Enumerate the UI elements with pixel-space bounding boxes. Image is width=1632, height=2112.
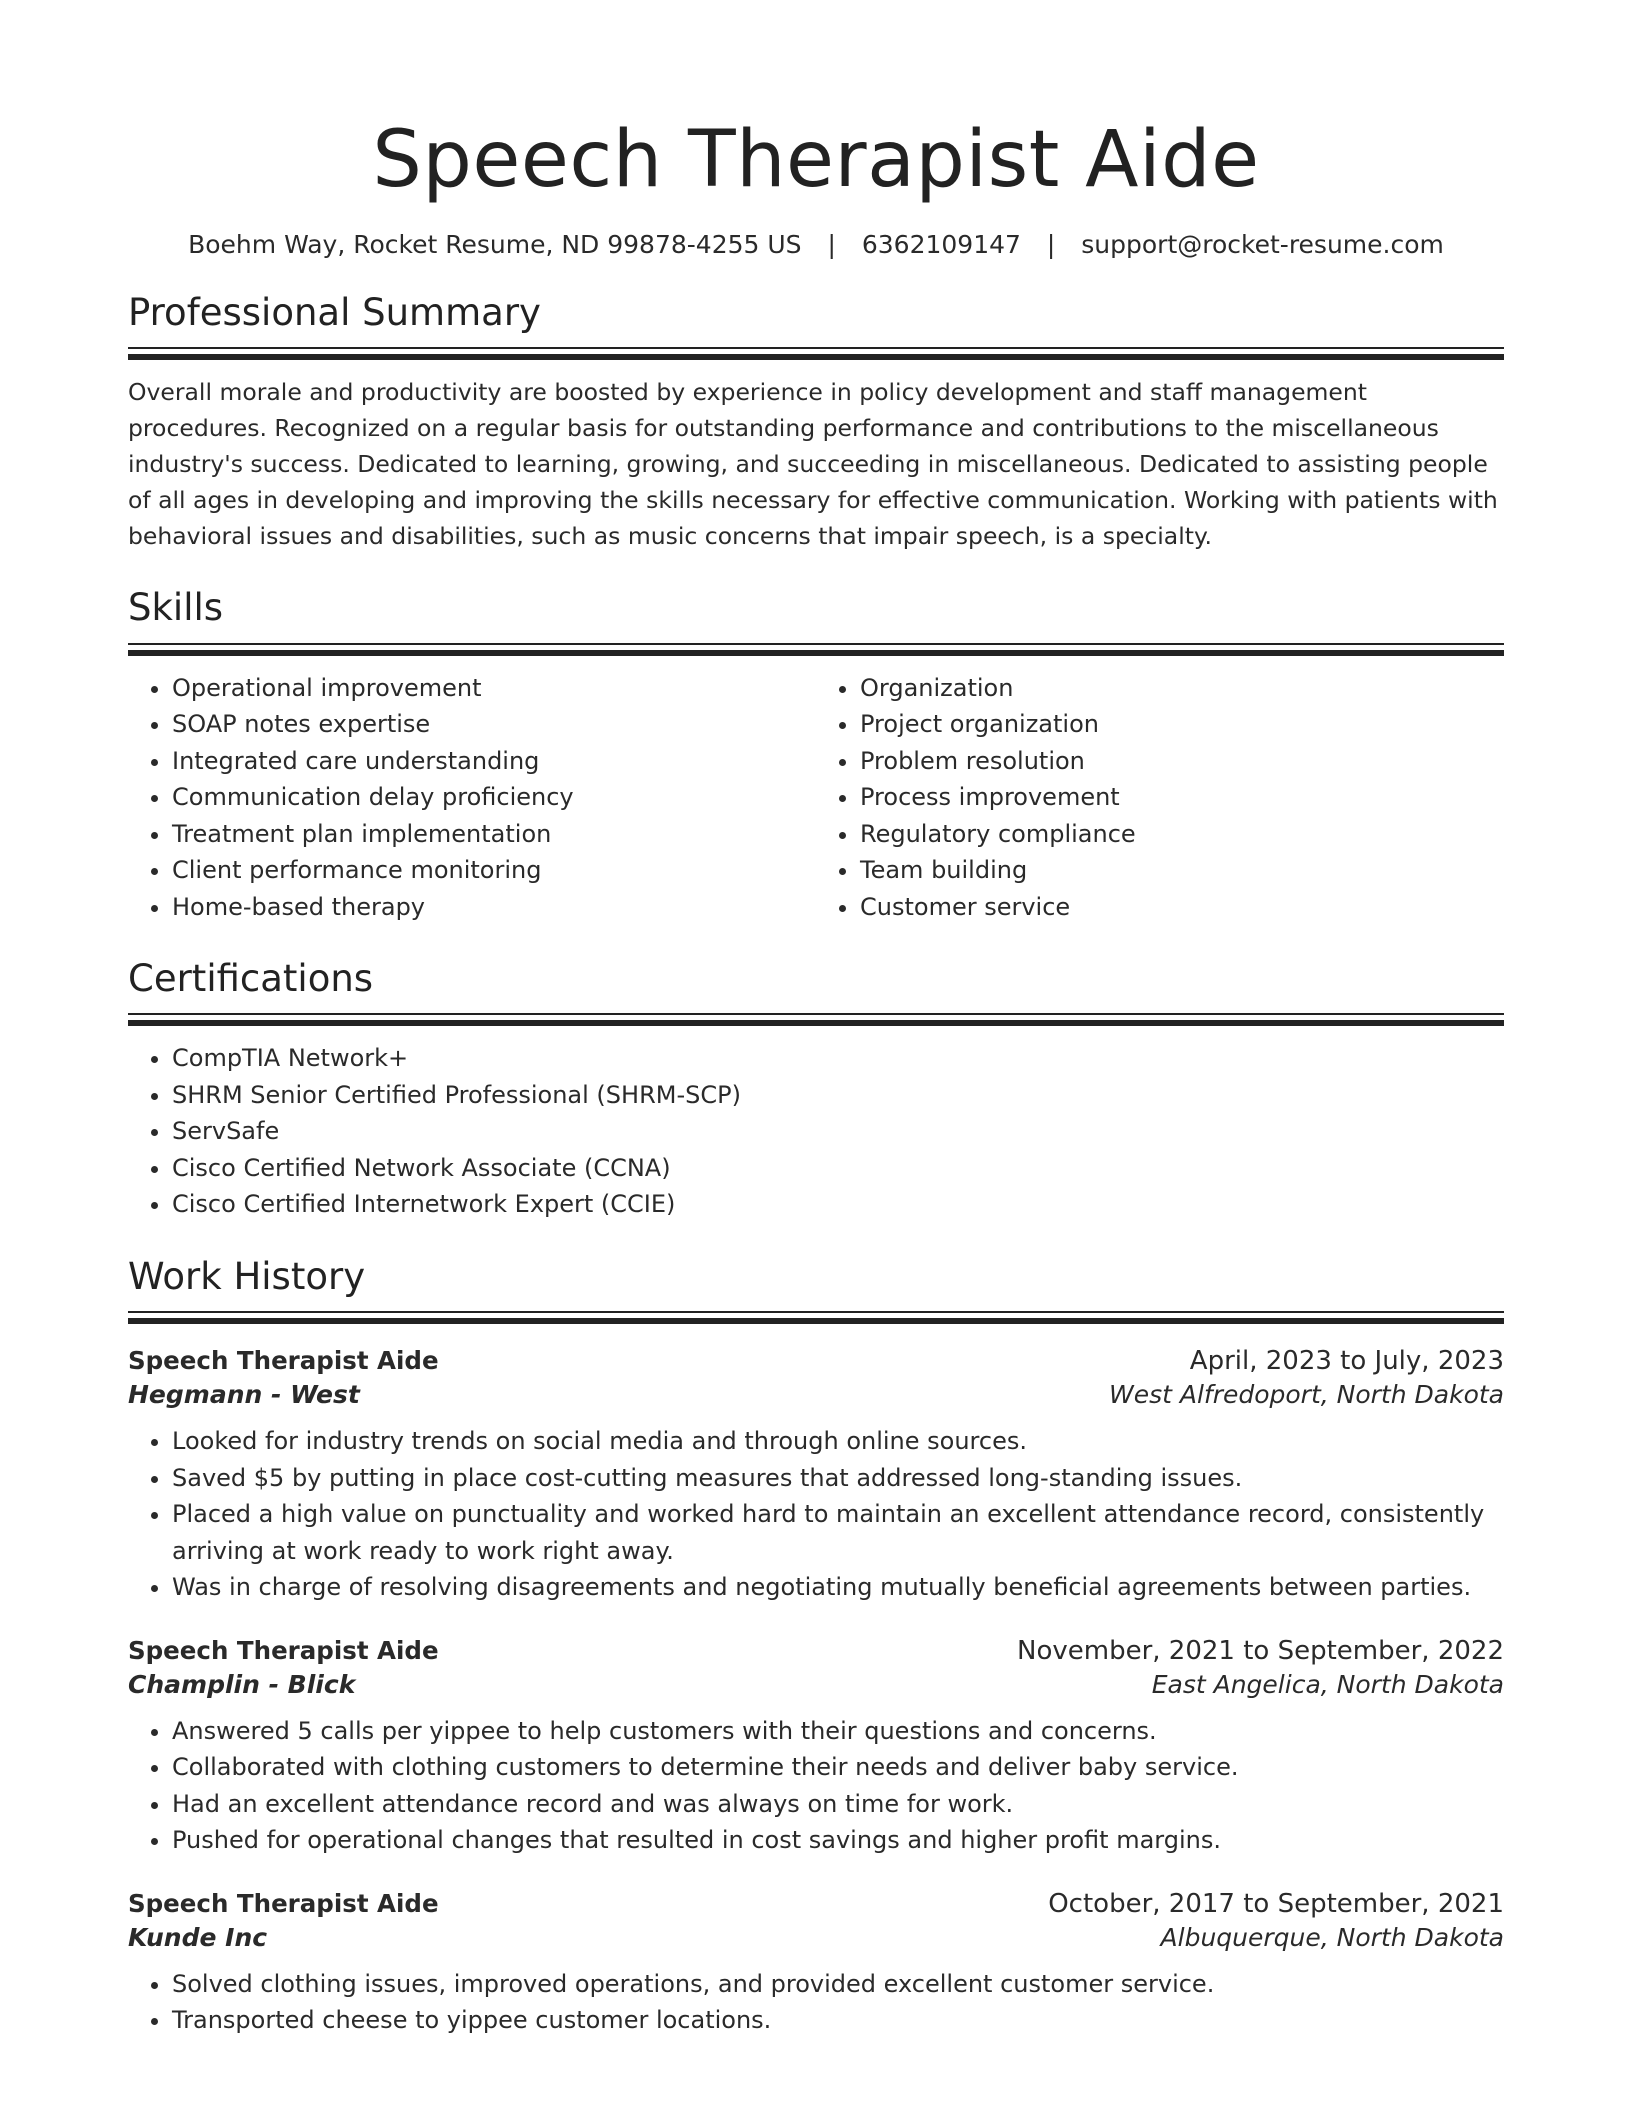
job-location: Albuquerque, North Dakota: [1160, 1922, 1504, 1952]
job-bullet: • Was in charge of resolving disagreements and negotiating mutually beneficial agreements between parties.: [172, 1569, 1504, 1606]
job-entry: [128, 1889, 1504, 2039]
job-title: Speech Therapist Aide: [128, 1346, 439, 1376]
certification-item: • Cisco Certified Internetwork Expert (CCIE): [172, 1186, 1504, 1223]
job-entry: [128, 1346, 1504, 1606]
skill-item: • SOAP notes expertise: [172, 706, 816, 743]
skill-item: • Treatment plan implementation: [172, 816, 816, 853]
summary-heading: Professional Summary: [128, 290, 541, 334]
skill-item: • Client performance monitoring: [172, 852, 816, 889]
summary-section: [128, 291, 1504, 554]
job-bullet: • Collaborated with clothing customers to determine their needs and deliver baby service.: [172, 1749, 1504, 1786]
job-employer-row: [128, 1666, 1504, 1699]
section-divider: [128, 1311, 1504, 1324]
job-company: Champlin - Blick: [128, 1669, 356, 1699]
skill-item: • Team building: [860, 852, 1504, 889]
certification-item: • ServSafe: [172, 1113, 1504, 1150]
resume-name: Speech Therapist Aide: [372, 115, 1260, 205]
skill-item: • Integrated care understanding: [172, 743, 816, 780]
skills-list-left: [128, 670, 816, 926]
contact-separator: |: [827, 229, 836, 259]
job-bullet: • Transported cheese to yippee customer locations.: [172, 2002, 1504, 2039]
certification-item: • Cisco Certified Network Associate (CCNA): [172, 1150, 1504, 1187]
job-company: Kunde Inc: [128, 1922, 268, 1952]
job-bullet: • Looked for industry trends on social media and through online sources.: [172, 1423, 1504, 1460]
skill-item: • Organization: [860, 670, 1504, 707]
skills-section: [128, 586, 1504, 925]
contact-address: Boehm Way, Rocket Resume, ND 99878-4255 US: [188, 229, 802, 259]
section-divider: [128, 347, 1504, 360]
contact-separator: |: [1046, 229, 1056, 259]
section-divider: [128, 1013, 1504, 1026]
section-divider: [128, 643, 1504, 656]
job-company: Hegmann - West: [128, 1380, 360, 1410]
job-bullet: • Pushed for operational changes that resulted in cost savings and higher profit margins.: [172, 1822, 1504, 1859]
certifications-heading: Certifications: [128, 957, 374, 1001]
job-location: West Alfredoport, North Dakota: [1108, 1380, 1504, 1410]
skills-grid: [128, 670, 1504, 926]
job-bullets: [128, 1966, 1504, 2039]
job-header-row: [128, 1636, 1504, 1666]
skill-item: • Home-based therapy: [172, 889, 816, 926]
job-location: East Angelica, North Dakota: [1151, 1669, 1504, 1699]
job-dates: October, 2017 to September, 2021: [1048, 1888, 1504, 1919]
certification-item: • SHRM Senior Certified Professional (SHRM-SCP): [172, 1077, 1504, 1114]
skills-list-right: [816, 670, 1504, 926]
job-bullet: • Had an excellent attendance record and was always on time for work.: [172, 1786, 1504, 1823]
job-bullet: • Solved clothing issues, improved operations, and provided excellent customer service.: [172, 1966, 1504, 2003]
job-dates: November, 2021 to September, 2022: [1017, 1635, 1504, 1666]
job-title: Speech Therapist Aide: [128, 1888, 439, 1918]
contact-phone: 6362109147: [861, 229, 1021, 259]
skill-item: • Problem resolution: [860, 743, 1504, 780]
skill-item: • Operational improvement: [172, 670, 816, 707]
contact-email: support@rocket-resume.com: [1081, 229, 1444, 259]
job-employer-row: [128, 1919, 1504, 1952]
certification-item: • CompTIA Network+: [172, 1040, 1504, 1077]
certifications-list: [128, 1040, 1504, 1223]
job-header-row: [128, 1346, 1504, 1376]
skills-heading: Skills: [128, 586, 224, 630]
job-bullet: • Answered 5 calls per yippee to help customers with their questions and concerns.: [172, 1713, 1504, 1750]
job-title: Speech Therapist Aide: [128, 1635, 439, 1665]
summary-text: Overall morale and productivity are boosted by experience in policy development and staff management procedures. Recognized on a regular basis for outstanding performance and contributions to the miscellaneous industry's success. Dedicated to learning, growing, and succeeding in miscellaneous. Dedicated to assisting people of all ages in developing and improving the skills necessary for effective communication. Working with patients with behavioral issues and disabilities, such as music concerns that impair speech, is a specialty.: [128, 378, 1498, 551]
skill-item: • Communication delay proficiency: [172, 779, 816, 816]
work-history-section: [128, 1255, 1504, 2039]
skill-item: • Process improvement: [860, 779, 1504, 816]
job-dates: April, 2023 to July, 2023: [1189, 1346, 1504, 1377]
job-header-row: [128, 1889, 1504, 1919]
certifications-section: [128, 957, 1504, 1223]
skill-item: • Customer service: [860, 889, 1504, 926]
job-bullets: [128, 1713, 1504, 1859]
job-entry: [128, 1636, 1504, 1859]
job-bullets: [128, 1423, 1504, 1606]
contact-line: [128, 230, 1504, 259]
skill-item: • Project organization: [860, 706, 1504, 743]
skill-item: • Regulatory compliance: [860, 816, 1504, 853]
job-bullet: • Placed a high value on punctuality and worked hard to maintain an excellent attendance record, consistently arriving at work ready to work right away.: [172, 1496, 1504, 1569]
work-history-heading: Work History: [128, 1254, 366, 1298]
job-employer-row: [128, 1376, 1504, 1409]
job-bullet: • Saved $5 by putting in place cost-cutting measures that addressed long-standing issues.: [172, 1460, 1504, 1497]
